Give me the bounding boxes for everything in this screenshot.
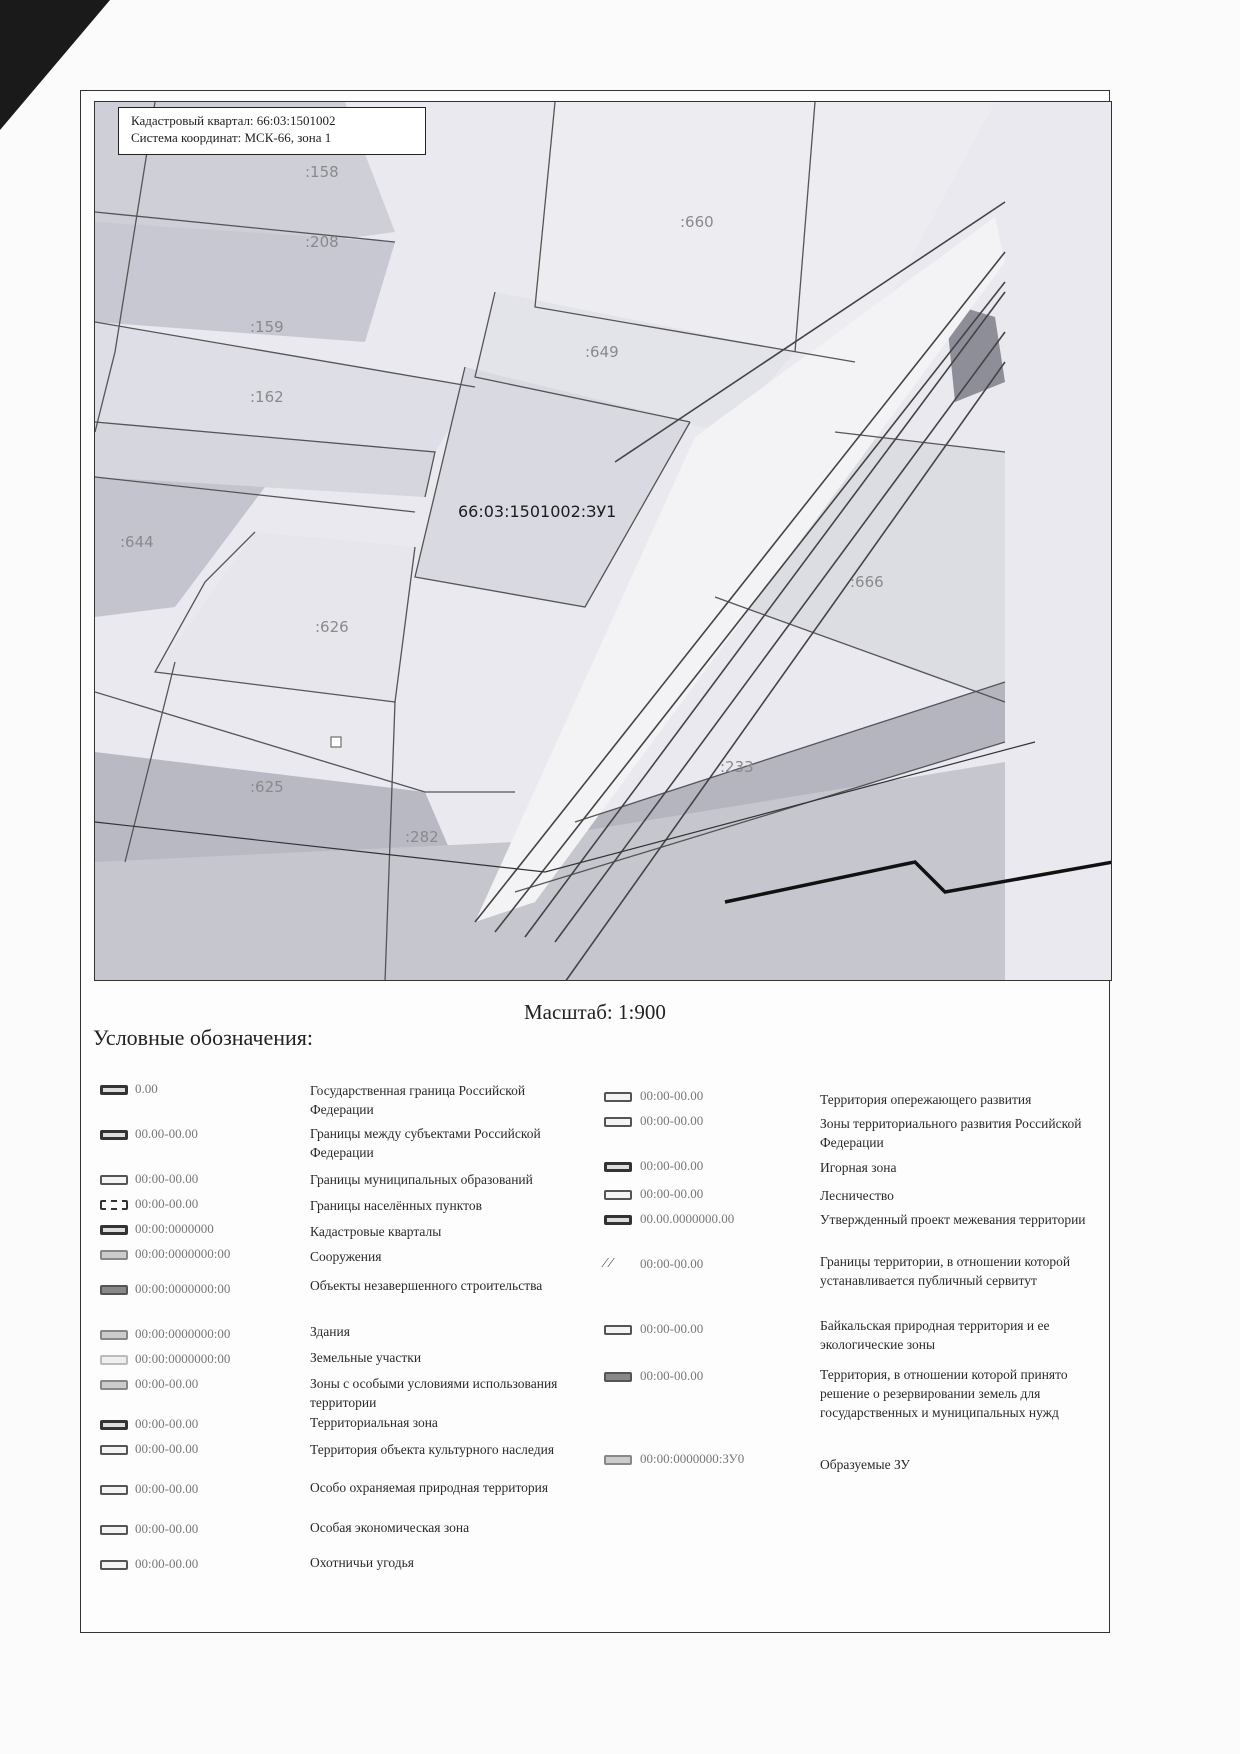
- legend-code: 0.00: [135, 1081, 158, 1096]
- legend-symbol-icon: [100, 1085, 128, 1095]
- legend-description: Границы между субъектами Российской Федерации: [310, 1126, 541, 1160]
- cadastral-map[interactable]: [94, 101, 1112, 981]
- legend-code: 00:00:0000000: [135, 1221, 214, 1236]
- legend-description: Особо охраняемая природная территория: [310, 1480, 549, 1495]
- parcel-label-644: :644: [120, 533, 154, 551]
- legend-symbol-icon: [100, 1175, 128, 1185]
- legend-description: Земельные участки: [310, 1350, 422, 1365]
- legend-symbol-icon: [100, 1380, 128, 1390]
- parcel-label-233: :233: [720, 758, 754, 776]
- legend-code: 00:00:0000000:00: [135, 1281, 231, 1296]
- legend-symbol-icon: [604, 1162, 632, 1172]
- legend-symbol-icon: [604, 1455, 632, 1465]
- legend-symbol-icon: [100, 1250, 128, 1260]
- legend-description: Игорная зона: [820, 1160, 897, 1175]
- parcel-208-area: [95, 222, 395, 342]
- legend-code: 00:00-00.00: [640, 1113, 704, 1128]
- parcel-label-625: :625: [250, 778, 284, 796]
- legend-code: 00:00:0000000:00: [135, 1351, 231, 1366]
- legend-code: 00:00:0000000:00: [135, 1326, 231, 1341]
- legend-description: Образуемые ЗУ: [820, 1457, 910, 1472]
- legend-symbol-icon: [604, 1190, 632, 1200]
- legend-code: 00:00-00.00: [135, 1556, 199, 1571]
- parcel-label-666: :666: [850, 573, 884, 591]
- legend-code: 00:00-00.00: [135, 1171, 199, 1186]
- legend-description: Лесничество: [820, 1188, 894, 1203]
- legend-symbol-icon: [100, 1130, 128, 1140]
- map-info-box: [118, 107, 426, 155]
- coordinate-system-text: Система координат: МСК-66, зона 1: [131, 130, 332, 145]
- legend-code: 00:00-00.00: [640, 1256, 704, 1271]
- legend-description: Зоны территориального развития Российской Федерации: [820, 1116, 1082, 1150]
- legend-description: Особая экономическая зона: [310, 1520, 470, 1535]
- legend-description: Утвержденный проект межевания территории: [820, 1212, 1086, 1227]
- legend-description: Границы муниципальных образований: [310, 1172, 533, 1187]
- legend-code: 00:00-00.00: [640, 1186, 704, 1201]
- legend-symbol-icon: [604, 1325, 632, 1335]
- legend-description: Государственная граница Российской Федерации: [310, 1083, 526, 1117]
- legend-code: 00:00-00.00: [135, 1521, 199, 1536]
- legend-description: Объекты незавершенного строительства: [310, 1278, 543, 1293]
- legend-symbol-icon: [100, 1200, 128, 1210]
- parcel-label-162: :162: [250, 388, 284, 406]
- legend-symbol-icon: [604, 1215, 632, 1225]
- legend-description: Кадастровые кварталы: [310, 1224, 442, 1239]
- parcel-label-660: :660: [680, 213, 714, 231]
- legend-symbol-icon: [100, 1225, 128, 1235]
- legend-symbol-icon: [100, 1355, 128, 1365]
- parcel-label-158: :158: [305, 163, 339, 181]
- legend-symbol-icon: [100, 1485, 128, 1495]
- legend-symbol-icon: [100, 1330, 128, 1340]
- parcel-label-159: :159: [250, 318, 284, 336]
- parcel-label-649: :649: [585, 343, 619, 361]
- legend-code: 00:00:0000000:ЗУ0: [640, 1451, 745, 1466]
- legend-symbol-icon: [604, 1092, 632, 1102]
- parcel-label-626: :626: [315, 618, 349, 636]
- legend-description: Границы населённых пунктов: [310, 1198, 482, 1213]
- legend-code: 00:00-00.00: [640, 1321, 704, 1336]
- legend-title: Условные обозначения:: [93, 1025, 314, 1050]
- legend-symbol-icon: [100, 1560, 128, 1570]
- legend-symbol-icon: [100, 1445, 128, 1455]
- legend-symbol-icon: [604, 1117, 632, 1127]
- legend-description: Территория, в отношении которой принято решение о резервировании земель для государственных и муниципальных нужд: [820, 1367, 1068, 1420]
- legend-code: 00:00-00.00: [135, 1416, 199, 1431]
- cadastral-quarter-text: Кадастровый квартал: 66:03:1501002: [131, 113, 336, 128]
- legend-symbol-icon: [100, 1285, 128, 1295]
- legend-description: Территория объекта культурного наследия: [310, 1442, 555, 1457]
- legend-code: 00:00-00.00: [135, 1481, 199, 1496]
- parcel-label-208: :208: [305, 233, 339, 251]
- legend-code: 00.00-00.00: [135, 1126, 198, 1141]
- legend-code: 00:00-00.00: [640, 1088, 704, 1103]
- legend-symbol-icon: ⁄ ⁄: [604, 1256, 613, 1271]
- legend-code: 00:00:0000000:00: [135, 1246, 231, 1261]
- legend-code: 00:00-00.00: [640, 1158, 704, 1173]
- legend-description: Охотничьи угодья: [310, 1555, 414, 1570]
- parcel-label-282: :282: [405, 828, 439, 846]
- legend-description: Сооружения: [310, 1249, 382, 1264]
- legend-description: Границы территории, в отношении которой устанавливается публичный сервитут: [820, 1254, 1071, 1288]
- legend-description: Территориальная зона: [310, 1415, 438, 1430]
- legend-code: 00:00-00.00: [640, 1368, 704, 1383]
- legend-symbol-icon: [100, 1420, 128, 1430]
- legend-description: Байкальская природная территория и ее экологические зоны: [820, 1318, 1050, 1352]
- legend-code: 00:00-00.00: [135, 1376, 199, 1391]
- map-svg: [95, 102, 1112, 981]
- map-scale: Масштаб: 1:900: [524, 1000, 666, 1024]
- legend-description: Здания: [310, 1324, 350, 1339]
- small-structure-marker: [331, 737, 341, 747]
- legend-symbol-icon: [100, 1525, 128, 1535]
- legend-code: 00:00-00.00: [135, 1196, 199, 1211]
- legend-code: 00.00.0000000.00: [640, 1211, 735, 1226]
- parcel-label-zu1: 66:03:1501002:ЗУ1: [458, 502, 617, 521]
- legend-code: 00:00-00.00: [135, 1441, 199, 1456]
- legend-description: Зоны с особыми условиями использования территории: [310, 1376, 558, 1410]
- legend-description: Территория опережающего развития: [820, 1092, 1032, 1107]
- legend-symbol-icon: [604, 1372, 632, 1382]
